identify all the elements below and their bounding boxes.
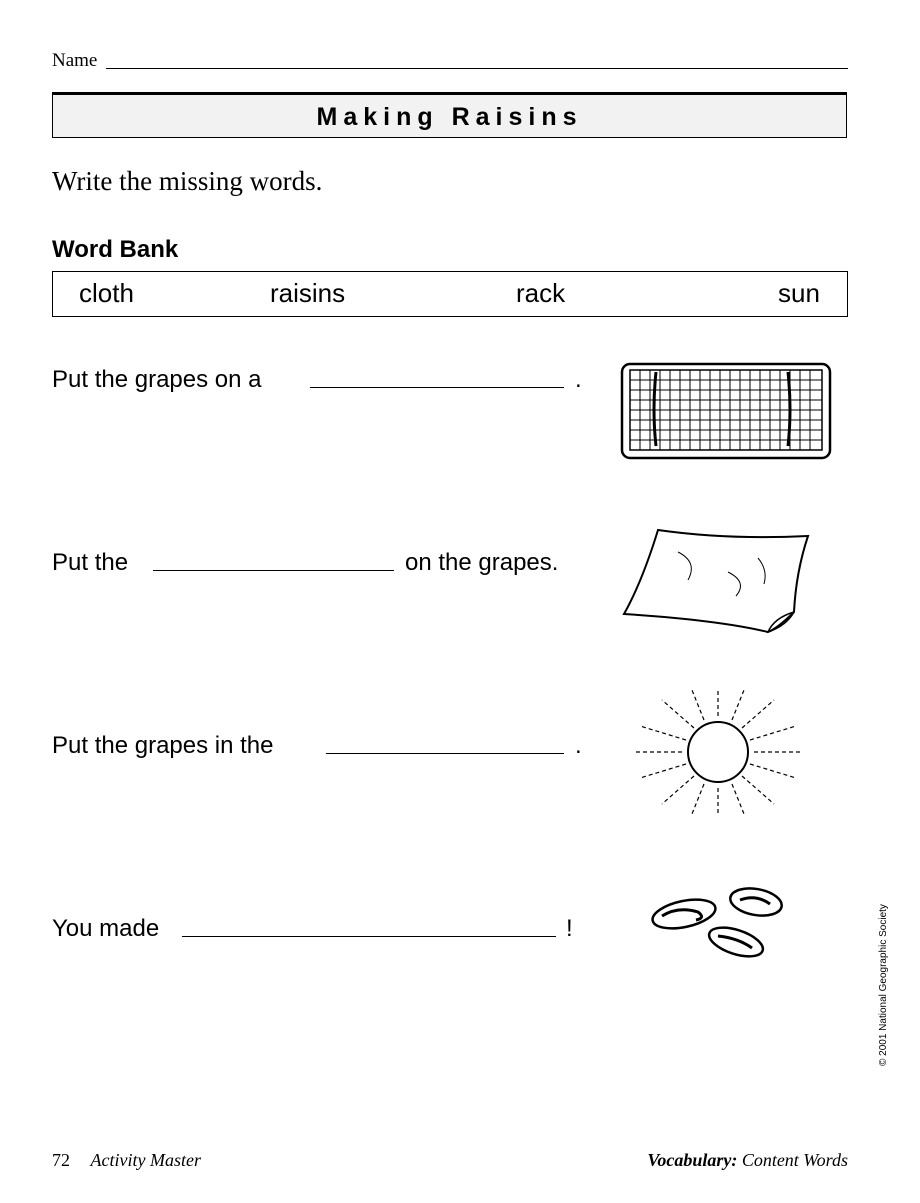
cloth-icon <box>618 522 818 640</box>
sentence-text-after: on the grapes. <box>405 549 559 576</box>
sun-icon <box>632 686 804 818</box>
sentence-text-after: . <box>575 732 582 759</box>
word-bank-word: cloth <box>79 278 134 308</box>
answer-blank-4[interactable] <box>182 936 556 937</box>
instruction-text: Write the missing words. <box>52 166 323 196</box>
title-banner <box>52 92 847 138</box>
word-bank-word: sun <box>778 278 820 308</box>
footer-left <box>52 1150 201 1171</box>
word-bank-box <box>52 271 848 317</box>
footer-activity-master: Activity Master <box>90 1150 201 1170</box>
answer-blank-2[interactable] <box>153 570 394 571</box>
sentence-text-before: Put the grapes in the <box>52 732 274 759</box>
name-row <box>52 50 848 74</box>
answer-blank-1[interactable] <box>310 387 564 388</box>
cooling-rack-icon <box>618 360 834 462</box>
footer-content-words: Content Words <box>741 1150 848 1170</box>
raisins-icon <box>648 884 798 964</box>
word-bank-word: raisins <box>270 278 346 308</box>
page-number: 72 <box>52 1150 70 1170</box>
sentence-text-after: . <box>575 366 582 393</box>
name-label: Name <box>52 50 98 71</box>
footer-right <box>647 1150 848 1171</box>
word-bank-word: rack <box>516 278 566 308</box>
sentence-text-after: ! <box>566 915 573 942</box>
name-blank[interactable] <box>106 68 848 69</box>
answer-blank-3[interactable] <box>326 753 564 754</box>
copyright-notice: © 2001 National Geographic Society <box>878 904 889 1066</box>
sentence-text-before: Put the grapes on a <box>52 366 262 393</box>
footer-vocabulary-label: Vocabulary: <box>647 1150 738 1170</box>
word-bank-heading: Word Bank <box>52 236 179 263</box>
page-title: Making Raisins <box>316 103 583 131</box>
sentence-text-before: Put the <box>52 549 129 576</box>
sentence-text-before: You made <box>52 915 160 942</box>
